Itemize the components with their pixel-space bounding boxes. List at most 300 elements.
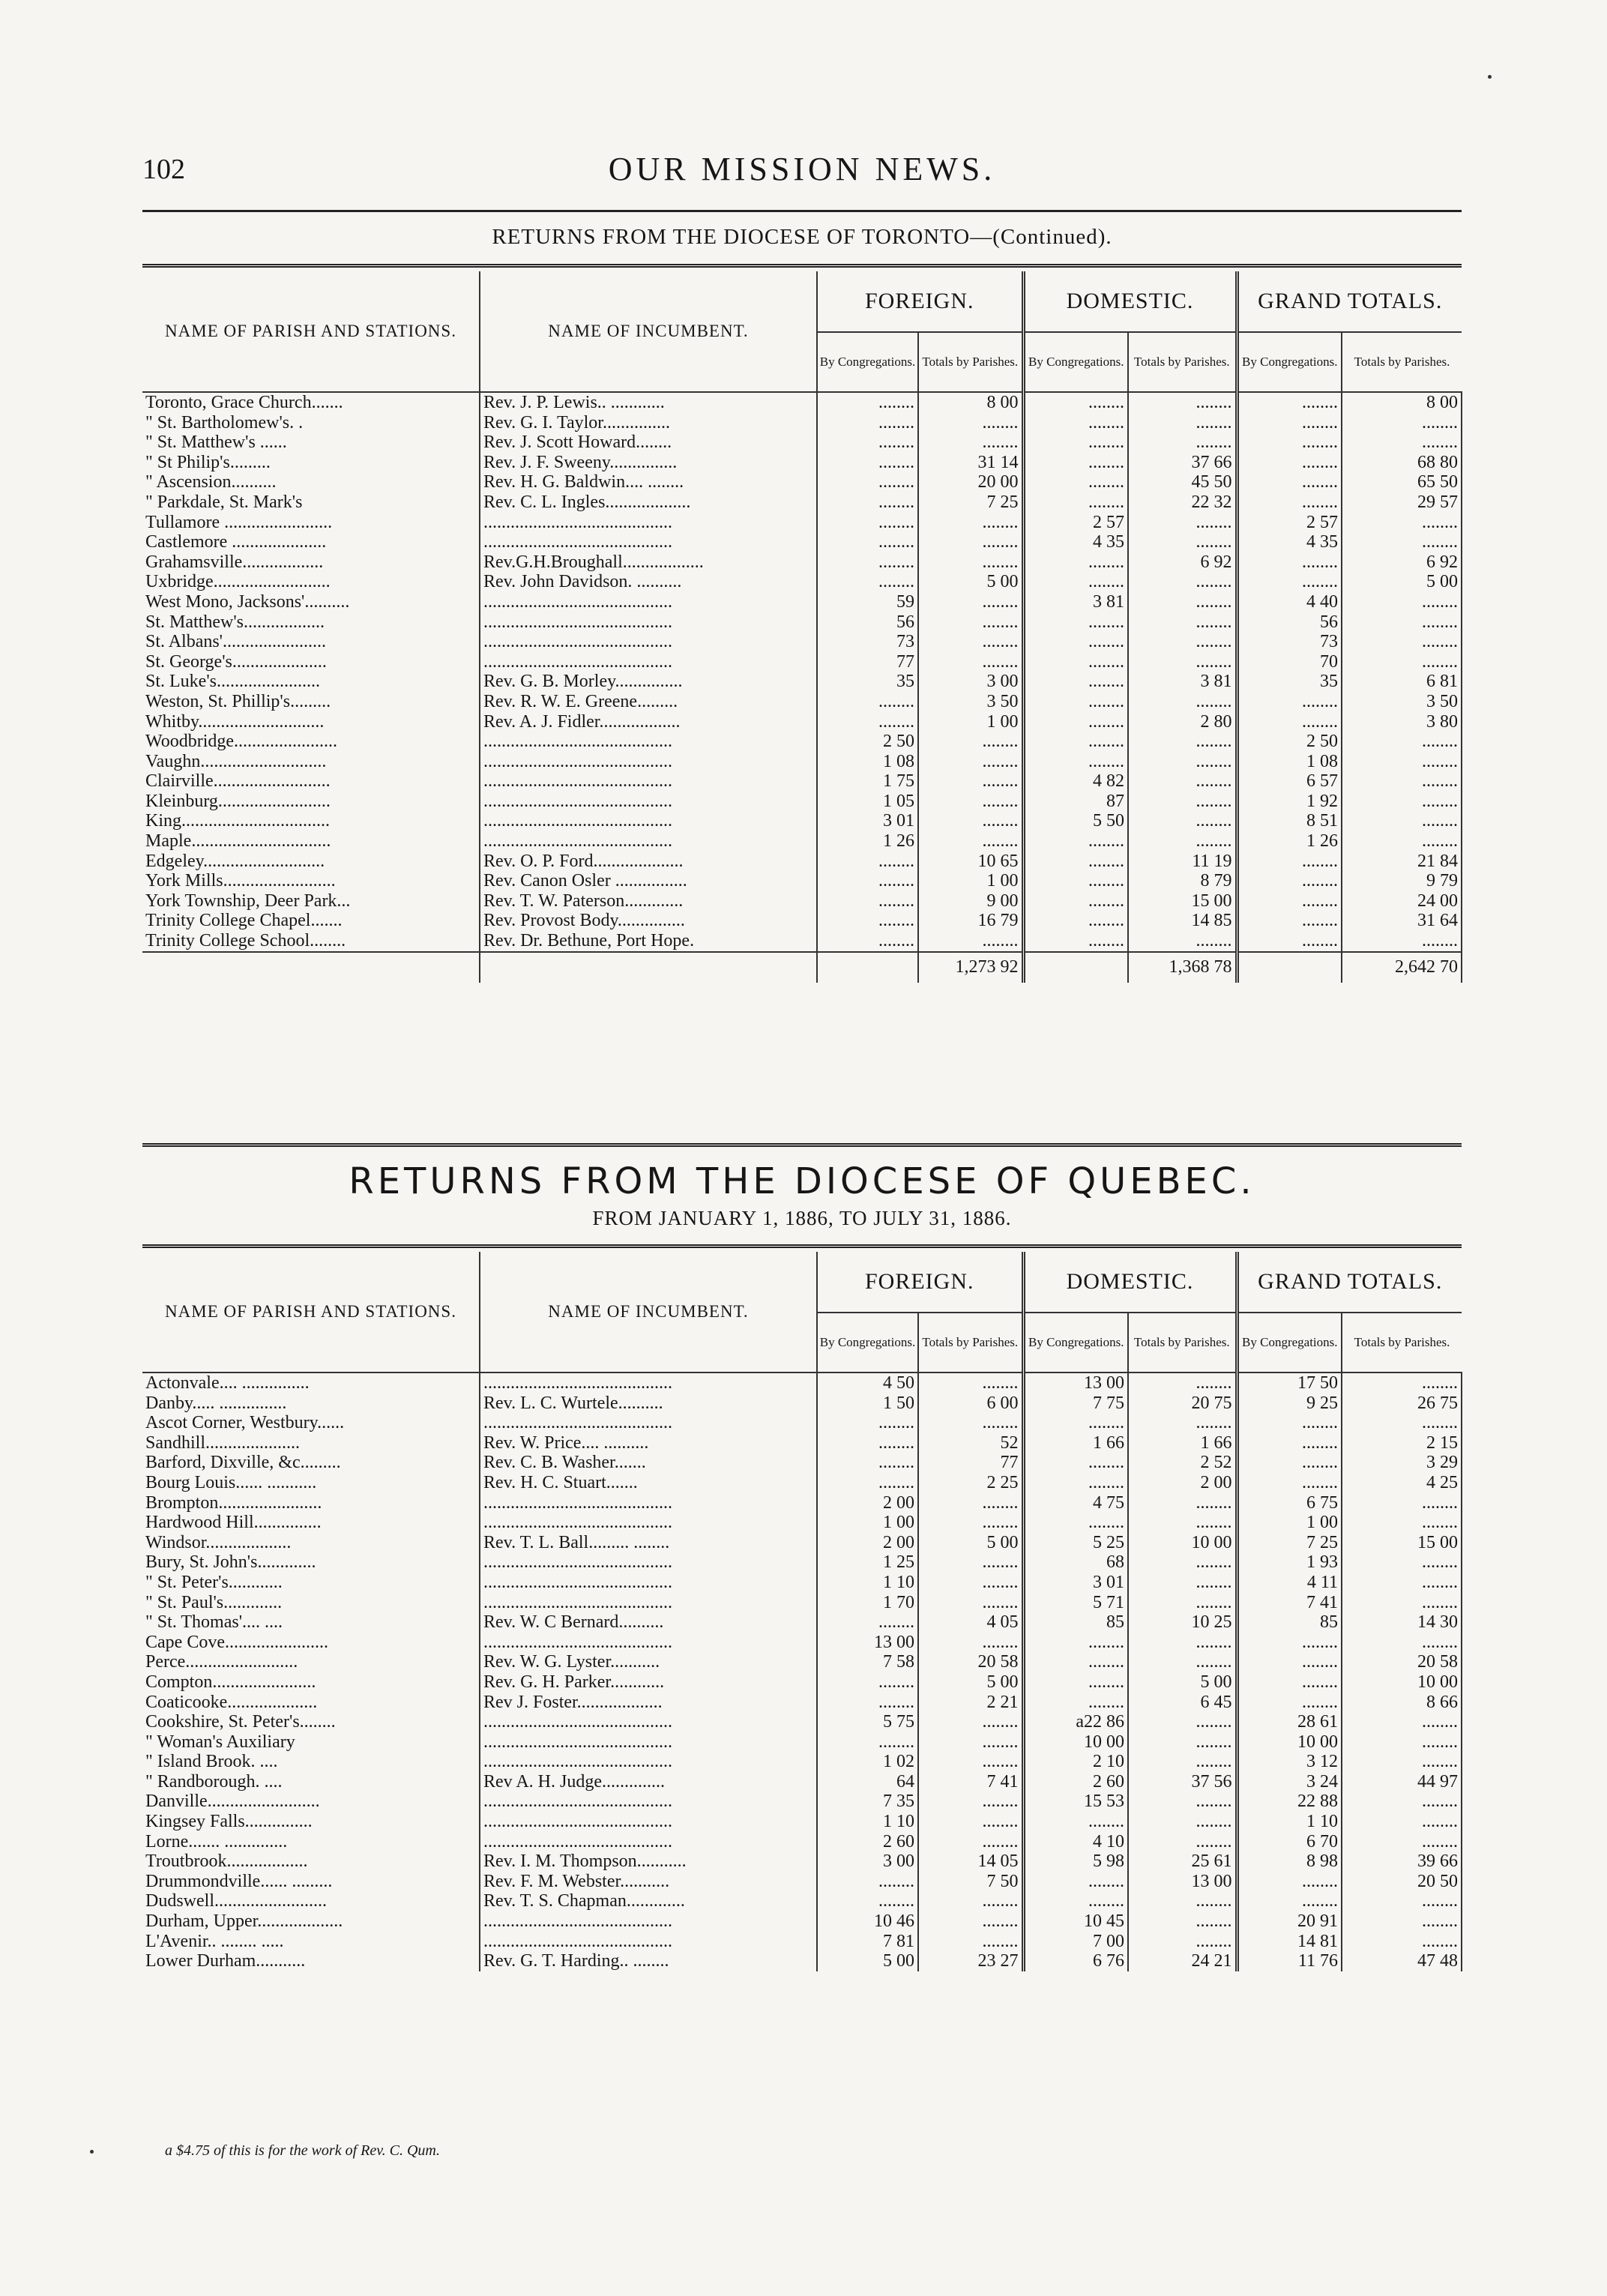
parish-name-cell: " Parkdale, St. Mark's xyxy=(142,492,480,513)
grand-by-congregation-cell: 3 24 xyxy=(1237,1772,1342,1792)
parish-name-cell: " Randborough. .... xyxy=(142,1772,480,1792)
foreign-by-parish-cell: 2 21 xyxy=(918,1693,1023,1713)
foreign-by-parish-cell: 10 65 xyxy=(918,852,1023,872)
incumbent-cell: .......................................... xyxy=(480,1712,817,1732)
grand-by-parish-cell: ........ xyxy=(1342,931,1462,952)
foreign-group-header: FOREIGN. xyxy=(817,271,1023,332)
domestic-by-parish-cell: 10 25 xyxy=(1128,1612,1237,1633)
table-row xyxy=(142,911,1462,931)
table-row xyxy=(142,1732,1462,1753)
incumbent-cell: .......................................... xyxy=(480,752,817,772)
grand-by-parish-cell: 14 30 xyxy=(1342,1612,1462,1633)
foreign-by-congregation-cell: ........ xyxy=(817,1473,918,1493)
domestic-by-congregation-cell: ........ xyxy=(1023,552,1128,573)
grand-by-congregation-cell: 20 91 xyxy=(1237,1911,1342,1932)
foreign-by-parish-cell: ........ xyxy=(918,1891,1023,1911)
grand-by-congregation-cell: 35 xyxy=(1237,672,1342,692)
parish-name-cell: Brompton....................... xyxy=(142,1493,480,1513)
domestic-by-parish-cell: 25 61 xyxy=(1128,1851,1237,1872)
sub-header-parishes: Totals by Parishes. xyxy=(918,1313,1023,1373)
domestic-by-parish-cell: 2 52 xyxy=(1128,1453,1237,1473)
col-parish-header: NAME OF PARISH AND STATIONS. xyxy=(142,271,480,392)
domestic-by-congregation-cell: ........ xyxy=(1023,433,1128,453)
domestic-by-congregation-cell: 15 53 xyxy=(1023,1792,1128,1812)
grand-by-parish-cell: 8 66 xyxy=(1342,1693,1462,1713)
grand-by-parish-cell: 65 50 xyxy=(1342,472,1462,492)
grand-by-congregation-cell: ........ xyxy=(1237,931,1342,952)
domestic-by-congregation-cell: 4 10 xyxy=(1023,1832,1128,1852)
domestic-by-congregation-cell: ........ xyxy=(1023,692,1128,712)
parish-name-cell: Trinity College Chapel....... xyxy=(142,911,480,931)
domestic-by-parish-cell: ........ xyxy=(1128,1832,1237,1852)
sub-header-congregations: By Congregations. xyxy=(1023,332,1128,392)
table-row xyxy=(142,1832,1462,1852)
foreign-by-parish-cell: 6 00 xyxy=(918,1393,1023,1414)
grand-by-parish-cell: ........ xyxy=(1342,652,1462,672)
table-row xyxy=(142,612,1462,633)
table-row xyxy=(142,891,1462,912)
table-row xyxy=(142,792,1462,812)
parish-name-cell: Kleinburg......................... xyxy=(142,792,480,812)
domestic-by-parish-cell: ........ xyxy=(1128,1652,1237,1672)
foreign-by-parish-cell: ........ xyxy=(918,1573,1023,1593)
totals-row xyxy=(142,952,1462,983)
table-row xyxy=(142,513,1462,533)
foreign-by-parish-cell: 52 xyxy=(918,1433,1023,1453)
table-row xyxy=(142,811,1462,831)
foreign-by-congregation-cell: ........ xyxy=(817,1672,918,1693)
incumbent-cell: .......................................... xyxy=(480,1373,817,1393)
foreign-by-congregation-cell: 2 60 xyxy=(817,1832,918,1852)
grand-by-congregation-cell: 6 75 xyxy=(1237,1493,1342,1513)
domestic-by-parish-cell: ........ xyxy=(1128,632,1237,652)
grand-by-parish-cell: ........ xyxy=(1342,513,1462,533)
grand-totals-group-header: GRAND TOTALS. xyxy=(1237,1252,1462,1313)
foreign-by-parish-cell: ........ xyxy=(918,612,1023,633)
table-row xyxy=(142,592,1462,612)
domestic-by-congregation-cell: ........ xyxy=(1023,752,1128,772)
foreign-by-congregation-cell: ........ xyxy=(817,1891,918,1911)
parish-name-cell: Woodbridge....................... xyxy=(142,732,480,752)
foreign-by-congregation-cell: 7 81 xyxy=(817,1932,918,1952)
foreign-by-congregation-cell: ........ xyxy=(817,871,918,891)
table-row xyxy=(142,1712,1462,1732)
foreign-by-congregation-cell: 3 00 xyxy=(817,1851,918,1872)
total-foreign-by-parish-cell: 1,273 92 xyxy=(918,952,1023,983)
foreign-by-parish-cell: ........ xyxy=(918,1732,1023,1753)
grand-by-congregation-cell: 1 92 xyxy=(1237,792,1342,812)
grand-by-congregation-cell: ........ xyxy=(1237,891,1342,912)
parish-name-cell: " St. Paul's............. xyxy=(142,1593,480,1613)
grand-by-parish-cell: 3 80 xyxy=(1342,712,1462,732)
incumbent-cell: .......................................... xyxy=(480,1832,817,1852)
foreign-by-parish-cell: 20 58 xyxy=(918,1652,1023,1672)
foreign-by-parish-cell: ........ xyxy=(918,1633,1023,1653)
domestic-by-congregation-cell: ........ xyxy=(1023,931,1128,952)
incumbent-cell: Rev. Dr. Bethune, Port Hope. xyxy=(480,931,817,952)
grand-by-parish-cell: 47 48 xyxy=(1342,1951,1462,1971)
grand-by-congregation-cell: ........ xyxy=(1237,572,1342,592)
table-row xyxy=(142,1932,1462,1952)
foreign-by-parish-cell: ........ xyxy=(918,1493,1023,1513)
incumbent-cell: .......................................... xyxy=(480,612,817,633)
domestic-by-congregation-cell: 3 81 xyxy=(1023,592,1128,612)
domestic-by-parish-cell: 11 19 xyxy=(1128,852,1237,872)
grand-by-congregation-cell: ........ xyxy=(1237,1872,1342,1892)
domestic-by-congregation-cell: 6 76 xyxy=(1023,1951,1128,1971)
table-row xyxy=(142,632,1462,652)
grand-by-congregation-cell: 9 25 xyxy=(1237,1393,1342,1414)
foreign-by-congregation-cell: 3 01 xyxy=(817,811,918,831)
domestic-by-congregation-cell: ........ xyxy=(1023,732,1128,752)
foreign-by-parish-cell: 23 27 xyxy=(918,1951,1023,1971)
parish-name-cell: Tullamore ........................ xyxy=(142,513,480,533)
parish-name-cell: Compton....................... xyxy=(142,1672,480,1693)
grand-by-parish-cell: ........ xyxy=(1342,1513,1462,1533)
foreign-by-congregation-cell: ........ xyxy=(817,891,918,912)
foreign-by-congregation-cell: 1 05 xyxy=(817,792,918,812)
foreign-by-congregation-cell: 13 00 xyxy=(817,1633,918,1653)
incumbent-cell: Rev. W. Price.... .......... xyxy=(480,1433,817,1453)
grand-by-parish-cell: ........ xyxy=(1342,1373,1462,1393)
table-row xyxy=(142,413,1462,433)
domestic-group-header: DOMESTIC. xyxy=(1023,1252,1237,1313)
table-row xyxy=(142,433,1462,453)
foreign-by-congregation-cell: ........ xyxy=(817,1453,918,1473)
table-row xyxy=(142,752,1462,772)
domestic-by-parish-cell: 15 00 xyxy=(1128,891,1237,912)
foreign-by-congregation-cell: ........ xyxy=(817,413,918,433)
domestic-by-parish-cell: ........ xyxy=(1128,1792,1237,1812)
parish-name-cell: Grahamsville.................. xyxy=(142,552,480,573)
foreign-by-congregation-cell: ........ xyxy=(817,692,918,712)
incumbent-cell: .......................................... xyxy=(480,632,817,652)
domestic-by-congregation-cell: ........ xyxy=(1023,1513,1128,1533)
foreign-by-congregation-cell: 5 00 xyxy=(817,1951,918,1971)
domestic-by-congregation-cell: ........ xyxy=(1023,392,1128,413)
domestic-by-congregation-cell: 87 xyxy=(1023,792,1128,812)
foreign-by-congregation-cell: 73 xyxy=(817,632,918,652)
foreign-by-parish-cell: ........ xyxy=(918,1373,1023,1393)
parish-name-cell: Ascot Corner, Westbury...... xyxy=(142,1413,480,1433)
parish-name-cell: York Mills......................... xyxy=(142,871,480,891)
incumbent-cell: .......................................... xyxy=(480,771,817,792)
grand-by-congregation-cell: ........ xyxy=(1237,692,1342,712)
incumbent-cell: Rev. T. S. Chapman............. xyxy=(480,1891,817,1911)
domestic-by-congregation-cell: ........ xyxy=(1023,1453,1128,1473)
foreign-by-congregation-cell: ........ xyxy=(817,492,918,513)
domestic-by-parish-cell: ........ xyxy=(1128,1413,1237,1433)
foreign-by-congregation-cell: 1 10 xyxy=(817,1812,918,1832)
quebec-top-rule xyxy=(142,1244,1462,1248)
domestic-by-parish-cell: 3 81 xyxy=(1128,672,1237,692)
parish-name-cell: Whitby............................ xyxy=(142,712,480,732)
grand-by-parish-cell: 10 00 xyxy=(1342,1672,1462,1693)
foreign-by-congregation-cell: ........ xyxy=(817,1872,918,1892)
foreign-by-parish-cell: ........ xyxy=(918,752,1023,772)
grand-by-congregation-cell: 1 08 xyxy=(1237,752,1342,772)
foreign-by-congregation-cell: 2 00 xyxy=(817,1533,918,1553)
table-row xyxy=(142,1473,1462,1493)
domestic-by-congregation-cell: ........ xyxy=(1023,472,1128,492)
parish-name-cell: Actonvale.... ............... xyxy=(142,1373,480,1393)
table-row xyxy=(142,532,1462,552)
table-row xyxy=(142,1552,1462,1573)
parish-name-cell: St. Matthew's.................. xyxy=(142,612,480,633)
grand-by-congregation-cell: 11 76 xyxy=(1237,1951,1342,1971)
table-row xyxy=(142,1573,1462,1593)
foreign-by-congregation-cell: ........ xyxy=(817,1693,918,1713)
page-header xyxy=(142,150,1462,195)
parish-name-cell: Troutbrook.................. xyxy=(142,1851,480,1872)
foreign-by-parish-cell: 3 50 xyxy=(918,692,1023,712)
grand-by-congregation-cell: 7 41 xyxy=(1237,1593,1342,1613)
foreign-by-parish-cell: 9 00 xyxy=(918,891,1023,912)
grand-by-parish-cell: 3 29 xyxy=(1342,1453,1462,1473)
grand-by-congregation-cell: 1 10 xyxy=(1237,1812,1342,1832)
table-row xyxy=(142,1393,1462,1414)
table-row xyxy=(142,1752,1462,1772)
domestic-by-parish-cell: ........ xyxy=(1128,811,1237,831)
parish-name-cell: " Ascension.......... xyxy=(142,472,480,492)
domestic-by-congregation-cell: 5 71 xyxy=(1023,1593,1128,1613)
foreign-by-parish-cell: ........ xyxy=(918,1792,1023,1812)
foreign-by-parish-cell: 5 00 xyxy=(918,572,1023,592)
table-row xyxy=(142,1693,1462,1713)
domestic-by-parish-cell: ........ xyxy=(1128,732,1237,752)
col-incumbent-header: NAME OF INCUMBENT. xyxy=(480,271,817,392)
sub-header-congregations: By Congregations. xyxy=(817,1313,918,1373)
grand-by-congregation-cell: 22 88 xyxy=(1237,1792,1342,1812)
grand-by-parish-cell: 4 25 xyxy=(1342,1473,1462,1493)
incumbent-cell: Rev. T. L. Ball......... ........ xyxy=(480,1533,817,1553)
foreign-by-parish-cell: 20 00 xyxy=(918,472,1023,492)
domestic-by-congregation-cell: 13 00 xyxy=(1023,1373,1128,1393)
incumbent-cell: Rev. J. Scott Howard........ xyxy=(480,433,817,453)
grand-by-parish-cell: ........ xyxy=(1342,771,1462,792)
foreign-by-parish-cell: ........ xyxy=(918,1752,1023,1772)
parish-name-cell: Cookshire, St. Peter's........ xyxy=(142,1712,480,1732)
grand-by-parish-cell: 5 00 xyxy=(1342,572,1462,592)
incumbent-cell: .......................................... xyxy=(480,792,817,812)
domestic-by-parish-cell: ........ xyxy=(1128,831,1237,852)
grand-by-congregation-cell: ........ xyxy=(1237,1453,1342,1473)
table-row xyxy=(142,572,1462,592)
toronto-section-title: RETURNS FROM THE DIOCESE OF TORONTO—(Continued). xyxy=(492,225,1112,249)
parish-name-cell: " St Philip's......... xyxy=(142,453,480,473)
incumbent-cell: Rev. A. J. Fidler.................. xyxy=(480,712,817,732)
foreign-by-congregation-cell: 2 50 xyxy=(817,732,918,752)
foreign-by-congregation-cell: 77 xyxy=(817,652,918,672)
foreign-by-congregation-cell: 56 xyxy=(817,612,918,633)
domestic-by-congregation-cell: ........ xyxy=(1023,871,1128,891)
domestic-by-congregation-cell: ........ xyxy=(1023,891,1128,912)
grand-by-congregation-cell: 6 70 xyxy=(1237,1832,1342,1852)
incumbent-cell: Rev. G. I. Taylor............... xyxy=(480,413,817,433)
domestic-by-congregation-cell: 4 82 xyxy=(1023,771,1128,792)
incumbent-cell: Rev. O. P. Ford.................... xyxy=(480,852,817,872)
grand-by-parish-cell: ........ xyxy=(1342,831,1462,852)
table-row xyxy=(142,871,1462,891)
toronto-bottom-rule xyxy=(142,1143,1462,1147)
grand-by-parish-cell: 26 75 xyxy=(1342,1393,1462,1414)
incumbent-cell: Rev. C. B. Washer....... xyxy=(480,1453,817,1473)
foreign-by-parish-cell: ........ xyxy=(918,552,1023,573)
incumbent-cell: .......................................... xyxy=(480,732,817,752)
foreign-by-congregation-cell: 1 25 xyxy=(817,1552,918,1573)
grand-by-congregation-cell: 6 57 xyxy=(1237,771,1342,792)
col-parish-header: NAME OF PARISH AND STATIONS. xyxy=(142,1252,480,1373)
grand-by-parish-cell: 29 57 xyxy=(1342,492,1462,513)
domestic-by-congregation-cell: ........ xyxy=(1023,1693,1128,1713)
grand-by-parish-cell: 44 97 xyxy=(1342,1772,1462,1792)
domestic-by-congregation-cell: 7 00 xyxy=(1023,1932,1128,1952)
table-row xyxy=(142,1493,1462,1513)
grand-by-parish-cell: ........ xyxy=(1342,1593,1462,1613)
quebec-section-title: RETURNS FROM THE DIOCESE OF QUEBEC. xyxy=(349,1160,1255,1202)
foreign-by-parish-cell: 7 50 xyxy=(918,1872,1023,1892)
grand-by-congregation-cell: ........ xyxy=(1237,1652,1342,1672)
incumbent-cell: Rev. G. B. Morley............... xyxy=(480,672,817,692)
total-domestic-by-parish-cell: 1,368 78 xyxy=(1128,952,1237,983)
grand-by-parish-cell: 6 81 xyxy=(1342,672,1462,692)
domestic-by-parish-cell: ........ xyxy=(1128,592,1237,612)
domestic-by-congregation-cell: ........ xyxy=(1023,1891,1128,1911)
foreign-by-parish-cell: 8 00 xyxy=(918,392,1023,413)
grand-by-congregation-cell: 28 61 xyxy=(1237,1712,1342,1732)
table-row xyxy=(142,672,1462,692)
incumbent-cell: Rev. W. G. Lyster........... xyxy=(480,1652,817,1672)
foreign-by-parish-cell: ........ xyxy=(918,1712,1023,1732)
parish-name-cell: Dudswell......................... xyxy=(142,1891,480,1911)
foreign-by-parish-cell: 7 25 xyxy=(918,492,1023,513)
domestic-by-parish-cell: ........ xyxy=(1128,513,1237,533)
foreign-by-parish-cell: 16 79 xyxy=(918,911,1023,931)
parish-name-cell: St. George's..................... xyxy=(142,652,480,672)
table-row xyxy=(142,1453,1462,1473)
domestic-by-congregation-cell: ........ xyxy=(1023,911,1128,931)
sub-header-congregations: By Congregations. xyxy=(1237,1313,1342,1373)
header-rule xyxy=(142,210,1462,212)
grand-by-parish-cell: ........ xyxy=(1342,1633,1462,1653)
grand-by-congregation-cell: 73 xyxy=(1237,632,1342,652)
foreign-by-parish-cell: 3 00 xyxy=(918,672,1023,692)
incumbent-cell: Rev.G.H.Broughall.................. xyxy=(480,552,817,573)
parish-name-cell: Hardwood Hill............... xyxy=(142,1513,480,1533)
parish-name-cell: Lorne....... .............. xyxy=(142,1832,480,1852)
foreign-by-congregation-cell: ........ xyxy=(817,433,918,453)
foreign-by-congregation-cell: 1 70 xyxy=(817,1593,918,1613)
incumbent-cell: Rev. John Davidson. .......... xyxy=(480,572,817,592)
toronto-top-rule xyxy=(142,264,1462,268)
grand-by-parish-cell: ........ xyxy=(1342,1832,1462,1852)
grand-by-congregation-cell: 17 50 xyxy=(1237,1373,1342,1393)
domestic-by-congregation-cell: 5 25 xyxy=(1023,1533,1128,1553)
parish-name-cell: Windsor................... xyxy=(142,1533,480,1553)
foreign-by-congregation-cell: ........ xyxy=(817,1612,918,1633)
grand-by-congregation-cell: ........ xyxy=(1237,1433,1342,1453)
parish-name-cell: Lower Durham........... xyxy=(142,1951,480,1971)
grand-by-parish-cell: 6 92 xyxy=(1342,552,1462,573)
domestic-by-congregation-cell: 68 xyxy=(1023,1552,1128,1573)
incumbent-cell: .......................................... xyxy=(480,532,817,552)
domestic-by-parish-cell: ........ xyxy=(1128,612,1237,633)
domestic-by-parish-cell: 6 45 xyxy=(1128,1693,1237,1713)
footnote: a $4.75 of this is for the work of Rev. C. Qum. xyxy=(165,2142,440,2159)
incumbent-cell: .......................................... xyxy=(480,1812,817,1832)
domestic-by-congregation-cell: ........ xyxy=(1023,712,1128,732)
domestic-by-congregation-cell: ........ xyxy=(1023,1812,1128,1832)
grand-by-congregation-cell: 3 12 xyxy=(1237,1752,1342,1772)
table-row xyxy=(142,1891,1462,1911)
parish-name-cell: King................................. xyxy=(142,811,480,831)
table-row xyxy=(142,692,1462,712)
domestic-by-parish-cell: 1 66 xyxy=(1128,1433,1237,1453)
table-row xyxy=(142,652,1462,672)
grand-by-parish-cell: ........ xyxy=(1342,1932,1462,1952)
toronto-returns-table xyxy=(142,271,1462,983)
grand-by-congregation-cell: ........ xyxy=(1237,413,1342,433)
domestic-by-congregation-cell: 4 35 xyxy=(1023,532,1128,552)
foreign-by-congregation-cell: ........ xyxy=(817,852,918,872)
incumbent-cell: .......................................... xyxy=(480,811,817,831)
grand-by-parish-cell: ........ xyxy=(1342,811,1462,831)
domestic-by-parish-cell: ........ xyxy=(1128,1593,1237,1613)
table-row xyxy=(142,392,1462,413)
incumbent-cell: Rev. J. P. Lewis.. ............ xyxy=(480,392,817,413)
domestic-by-parish-cell: ........ xyxy=(1128,692,1237,712)
domestic-by-parish-cell: 45 50 xyxy=(1128,472,1237,492)
incumbent-cell: Rev. Canon Osler ................ xyxy=(480,871,817,891)
incumbent-cell: Rev. F. M. Webster........... xyxy=(480,1872,817,1892)
table-row xyxy=(142,1612,1462,1633)
sub-header-parishes: Totals by Parishes. xyxy=(918,332,1023,392)
foreign-by-congregation-cell: 4 50 xyxy=(817,1373,918,1393)
domestic-by-parish-cell: ........ xyxy=(1128,1712,1237,1732)
grand-by-congregation-cell: 1 26 xyxy=(1237,831,1342,852)
domestic-by-parish-cell: ........ xyxy=(1128,752,1237,772)
grand-by-parish-cell: ........ xyxy=(1342,632,1462,652)
incumbent-cell: Rev. G. T. Harding.. ........ xyxy=(480,1951,817,1971)
domestic-group-header: DOMESTIC. xyxy=(1023,271,1237,332)
grand-by-congregation-cell: ........ xyxy=(1237,492,1342,513)
domestic-by-congregation-cell: a22 86 xyxy=(1023,1712,1128,1732)
table-row xyxy=(142,1672,1462,1693)
domestic-by-congregation-cell: ........ xyxy=(1023,1473,1128,1493)
domestic-by-parish-cell: 10 00 xyxy=(1128,1533,1237,1553)
table-row xyxy=(142,1433,1462,1453)
domestic-by-parish-cell: ........ xyxy=(1128,652,1237,672)
foreign-group-header: FOREIGN. xyxy=(817,1252,1023,1313)
domestic-by-congregation-cell: 85 xyxy=(1023,1612,1128,1633)
grand-by-parish-cell: ........ xyxy=(1342,732,1462,752)
foreign-by-parish-cell: 14 05 xyxy=(918,1851,1023,1872)
incumbent-cell: Rev. J. F. Sweeny............... xyxy=(480,453,817,473)
incumbent-cell: .......................................... xyxy=(480,513,817,533)
sub-header-parishes: Totals by Parishes. xyxy=(1342,332,1462,392)
grand-by-congregation-cell: 85 xyxy=(1237,1612,1342,1633)
grand-by-congregation-cell: 10 00 xyxy=(1237,1732,1342,1753)
incumbent-cell: .......................................... xyxy=(480,1752,817,1772)
domestic-by-parish-cell: ........ xyxy=(1128,1932,1237,1952)
grand-by-parish-cell: 20 58 xyxy=(1342,1652,1462,1672)
table-row xyxy=(142,1373,1462,1393)
parish-name-cell: York Township, Deer Park... xyxy=(142,891,480,912)
domestic-by-parish-cell: ........ xyxy=(1128,1552,1237,1573)
parish-name-cell: St. Luke's....................... xyxy=(142,672,480,692)
sub-header-parishes: Totals by Parishes. xyxy=(1342,1313,1462,1373)
incumbent-cell: .......................................... xyxy=(480,1573,817,1593)
